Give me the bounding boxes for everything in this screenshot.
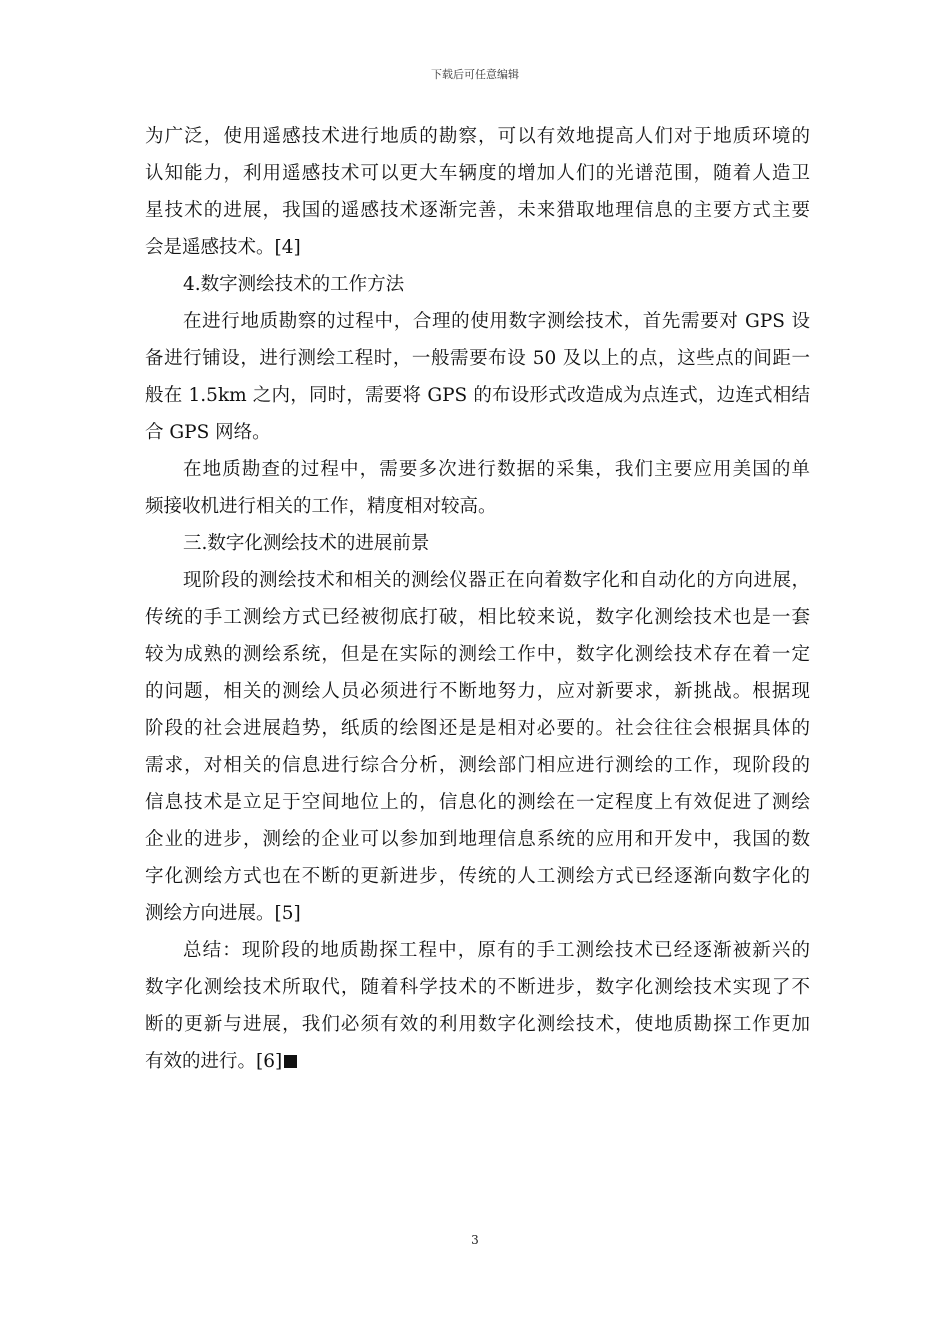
document-body <box>145 118 810 1080</box>
page-header: 下载后可任意编辑 <box>431 68 519 81</box>
paragraph-line: 在地质勘查的过程中，需要多次进行数据的采集，我们主要应用美国的单 <box>183 459 810 480</box>
paragraph-line: 需求，对相关的信息进行综合分析，测绘部门相应进行测绘的工作，现阶段的 <box>145 755 810 776</box>
paragraph-line: 现阶段的测绘技术和相关的测绘仪器正在向着数字化和自动化的方向进展， <box>183 570 810 591</box>
paragraph-line: 般在 1.5km 之内，同时，需要将 GPS 的布设形式改造成为点连式，边连式相结 <box>145 385 810 406</box>
paragraph-line: 为广泛，使用遥感技术进行地质的勘察，可以有效地提高人们对于地质环境的 <box>145 126 810 147</box>
paragraph-line: 合 GPS 网络。 <box>145 422 271 443</box>
paragraph-line: 会是遥感技术。[4] <box>145 237 301 258</box>
paragraph-line: 企业的进步，测绘的企业可以参加到地理信息系统的应用和开发中，我国的数 <box>145 829 810 850</box>
paragraph-line: 阶段的社会进展趋势，纸质的绘图还是是相对必要的。社会往往会根据具体的 <box>145 718 810 739</box>
paragraph-line: 数字化测绘技术所取代，随着科学技术的不断进步，数字化测绘技术实现了不 <box>145 977 810 998</box>
paragraph-line: 字化测绘方式也在不断的更新进步，传统的人工测绘方式已经逐渐向数字化的 <box>145 866 810 887</box>
paragraph-line: 测绘方向进展。[5] <box>145 903 301 924</box>
paragraph-line: 总结：现阶段的地质勘探工程中，原有的手工测绘技术已经逐渐被新兴的 <box>183 940 810 961</box>
paragraph-line: 信息技术是立足于空间地位上的，信息化的测绘在一定程度上有效促进了测绘 <box>145 792 810 813</box>
section-heading: 三.数字化测绘技术的进展前景 <box>183 533 430 554</box>
paragraph-line: 传统的手工测绘方式已经被彻底打破，相比较来说，数字化测绘技术也是一套 <box>145 607 810 628</box>
paragraph-line: 有效的进行。[6] <box>145 1051 283 1072</box>
paragraph-line: 频接收机进行相关的工作，精度相对较高。 <box>145 496 497 517</box>
end-of-article-square-icon <box>284 1055 297 1068</box>
paragraph-line: 断的更新与进展，我们必须有效的利用数字化测绘技术，使地质勘探工作更加 <box>145 1014 810 1035</box>
paragraph-line: 较为成熟的测绘系统，但是在实际的测绘工作中，数字化测绘技术存在着一定 <box>145 644 810 665</box>
section-heading: 4.数字测绘技术的工作方法 <box>183 274 405 295</box>
page-number: 3 <box>471 1233 479 1247</box>
paragraph-line: 在进行地质勘察的过程中，合理的使用数字测绘技术，首先需要对 GPS 设 <box>183 311 810 332</box>
paragraph-line: 星技术的进展，我国的遥感技术逐渐完善，未来猎取地理信息的主要方式主要 <box>145 200 810 221</box>
paragraph-line-last <box>145 1043 810 1080</box>
paragraph-line: 的问题，相关的测绘人员必须进行不断地努力，应对新要求，新挑战。根据现 <box>145 681 810 702</box>
paragraph-line: 备进行铺设，进行测绘工程时，一般需要布设 50 及以上的点，这些点的间距一 <box>145 348 810 369</box>
paragraph-line: 认知能力，利用遥感技术可以更大车辆度的增加人们的光谱范围，随着人造卫 <box>145 163 810 184</box>
